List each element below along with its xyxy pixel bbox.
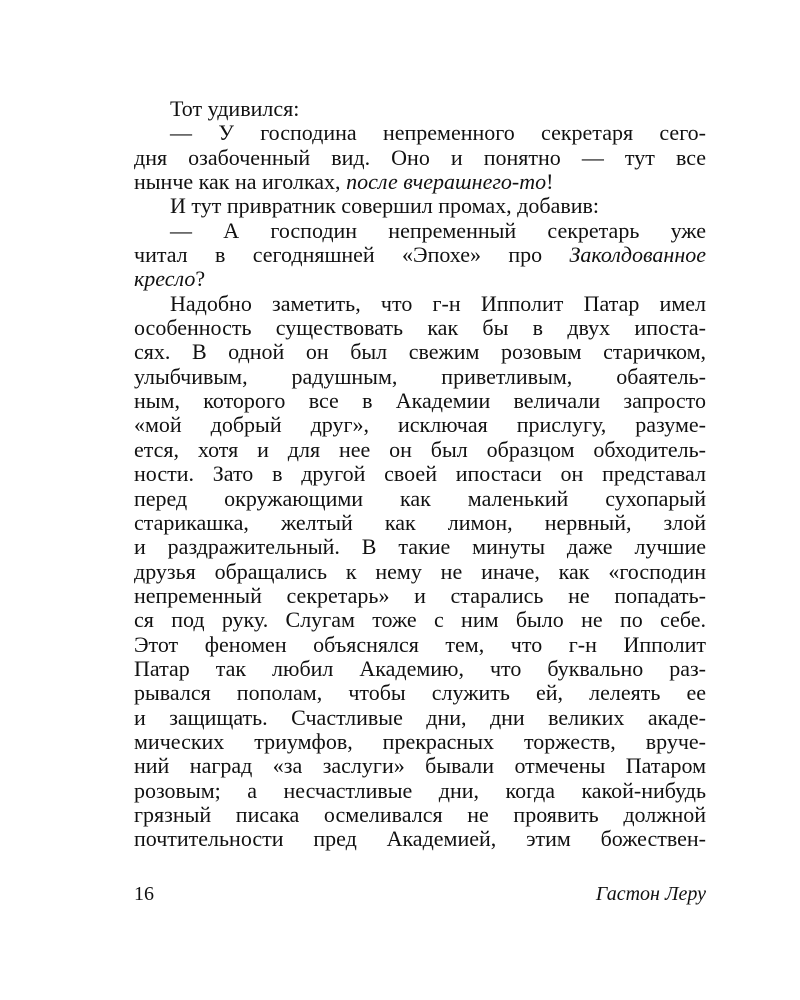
text-line — [134, 243, 706, 267]
text-line — [134, 827, 706, 851]
text-run: ности. Зато в другой своей ипостаси он представал — [134, 461, 706, 487]
text-line — [134, 316, 706, 340]
text-line — [134, 267, 706, 291]
text-run: розовым; а несчастливые дни, когда какой-нибудь — [134, 777, 706, 803]
text-line — [134, 584, 706, 608]
text-run: ний наград «за заслуги» бывали отмечены Патаром — [134, 753, 706, 779]
text-run: Тот удивился: — [170, 96, 300, 121]
text-run: непременный секретарь» и старались не попадать- — [134, 582, 706, 608]
text-line — [134, 633, 706, 657]
text-run: перед окружающими как маленький сухопарый — [134, 485, 706, 511]
text-run: особенность существовать как бы в двух ипостa- — [134, 315, 706, 341]
text-run: — А господин непременный секретарь уже — [170, 217, 706, 243]
text-line — [134, 146, 706, 170]
text-line — [134, 121, 706, 145]
text-run: улыбчивым, радушным, приветливым, обаятель- — [134, 363, 706, 389]
text-run: грязный писака осмеливался не проявить должной — [134, 801, 706, 827]
text-run: друзья обращались к нему не иначе, как «господин — [134, 558, 706, 584]
text-run: И тут привратник совершил промах, добавив: — [170, 193, 599, 219]
text-line — [134, 608, 706, 632]
text-run: ным, которого все в Академии величали запросто — [134, 388, 706, 414]
text-run: мических триумфов, прекрасных торжеств, вруче- — [134, 728, 706, 754]
text-line — [134, 779, 706, 803]
text-line — [134, 97, 706, 121]
text-line — [134, 657, 706, 681]
text-line — [134, 170, 706, 194]
page-number: 16 — [134, 883, 154, 905]
text-run: и раздражительный. В такие минуты даже лучшие — [134, 534, 706, 560]
italic-text-run: Заколдованное — [569, 242, 706, 268]
text-line — [134, 803, 706, 827]
text-run: читал в сегодняшней «Эпохе» про — [134, 242, 570, 268]
text-line — [134, 340, 706, 364]
text-block — [134, 97, 706, 852]
text-run: «мой добрый друг», исключая прислугу, разуме- — [134, 412, 706, 438]
page-footer — [134, 881, 706, 907]
text-line — [134, 754, 706, 778]
text-run: ся под руку. Слугам тоже с ним было не по себе. — [134, 607, 706, 633]
text-run: — У господина непременного секретаря сего- — [170, 120, 706, 146]
text-line — [134, 365, 706, 389]
text-run: и защищать. Счастливые дни, дни великих акаде- — [134, 704, 706, 730]
text-line — [134, 219, 706, 243]
text-run: нынче как на иголках, — [134, 169, 347, 195]
text-run: дня озабоченный вид. Оно и понятно — тут все — [134, 144, 706, 170]
italic-text-run: после вчерашнего-то — [346, 169, 547, 195]
text-line — [134, 487, 706, 511]
text-line — [134, 194, 706, 218]
italic-text-run: кресло — [134, 266, 196, 292]
text-line — [134, 706, 706, 730]
text-line — [134, 462, 706, 486]
text-line — [134, 389, 706, 413]
text-run: Надобно заметить, что г-н Ипполит Патар имел — [170, 290, 706, 316]
text-run: старикашка, желтый как лимон, нервный, злой — [134, 509, 706, 535]
text-run: ! — [546, 169, 554, 195]
text-line — [134, 511, 706, 535]
text-line — [134, 730, 706, 754]
running-author: Гастон Леру — [595, 883, 706, 905]
text-run: сях. В одной он был свежим розовым старичком, — [134, 339, 706, 365]
text-run: ? — [195, 266, 206, 292]
text-run: ется, хотя и для нее он был образцом обходитель- — [134, 436, 706, 462]
text-line — [134, 413, 706, 437]
text-line — [134, 292, 706, 316]
text-line — [134, 681, 706, 705]
text-line — [134, 438, 706, 462]
text-run: Патар так любил Академию, что буквально раз- — [134, 655, 706, 681]
text-run: рывался пополам, чтобы служить ей, лелеять ее — [134, 680, 706, 706]
text-run: почтительности пред Академией, этим божествен- — [134, 826, 706, 852]
text-line — [134, 535, 706, 559]
text-line — [134, 560, 706, 584]
text-run: Этот феномен объяснялся тем, что г-н Ипполит — [134, 631, 706, 657]
